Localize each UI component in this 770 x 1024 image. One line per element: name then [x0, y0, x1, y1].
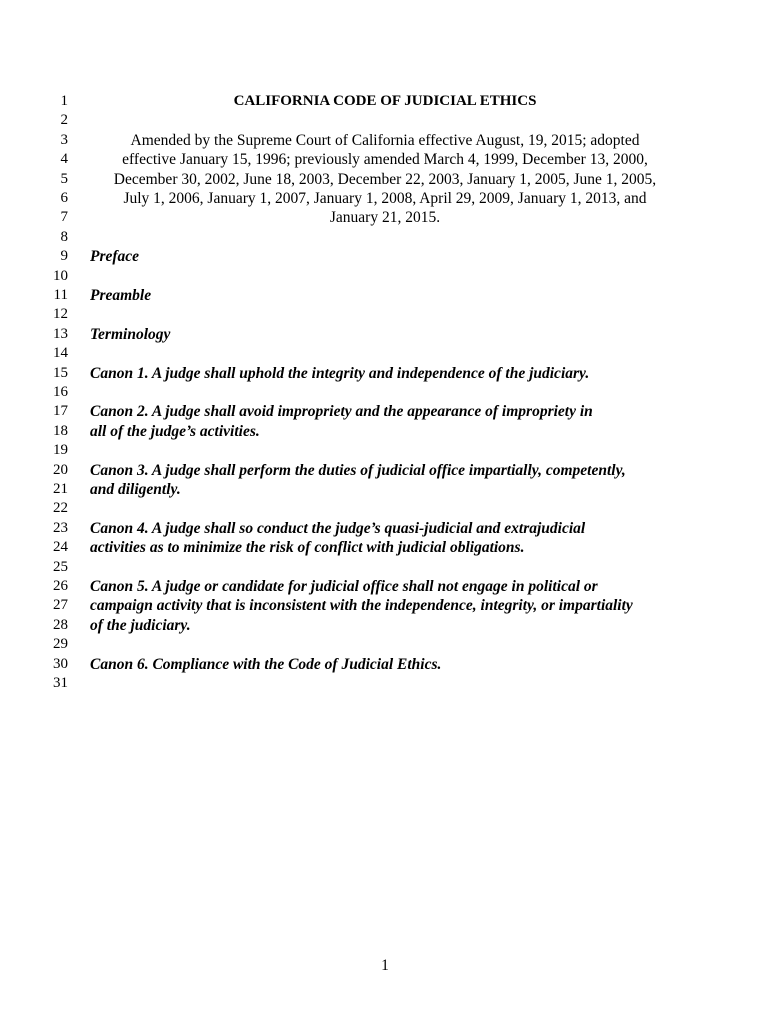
amendment-line: effective January 15, 1996; previously amended March 4, 1999, December 13, 2000, [122, 151, 648, 169]
line-number: 3 [60, 131, 68, 148]
line-number: 2 [60, 112, 68, 129]
line-number: 16 [53, 384, 68, 400]
line-number: 20 [53, 461, 68, 478]
canon-3-line: Canon 3. A judge shall perform the duties of judicial office impartially, competently, [90, 461, 626, 479]
line-number: 7 [60, 209, 68, 226]
document-title: CALIFORNIA CODE OF JUDICIAL ETHICS [233, 93, 537, 109]
line-number: 17 [53, 403, 68, 420]
line-number: 9 [60, 248, 68, 265]
amendment-line: December 30, 2002, June 18, 2003, December 22, 2003, January 1, 2005, June 1, 2005, [113, 170, 657, 188]
line-number: 23 [53, 519, 68, 536]
line-number: 8 [60, 228, 68, 245]
line-number: 12 [53, 306, 68, 323]
line-number: 6 [60, 190, 68, 206]
line-number: 22 [53, 500, 68, 517]
amendment-line: January 21, 2015. [329, 209, 441, 227]
line-number: 1 [60, 93, 68, 109]
line-number: 4 [60, 151, 68, 168]
canon-4-line: Canon 4. A judge shall so conduct the judge’s quasi-judicial and extrajudicial [90, 519, 586, 537]
preamble-heading: Preamble [90, 287, 152, 304]
line-number: 5 [60, 170, 68, 187]
line-number: 13 [53, 325, 68, 342]
amendment-line: July 1, 2006, January 1, 2007, January 1, 2008, April 29, 2009, January 1, 2013, and [123, 190, 647, 207]
line-number: 19 [53, 442, 68, 459]
line-number: 27 [53, 597, 68, 614]
canon-3-line: and diligently. [90, 481, 181, 498]
line-number: 29 [53, 636, 68, 653]
line-number: 21 [53, 481, 68, 497]
canon-2-line: Canon 2. A judge shall avoid impropriety and the appearance of impropriety in [90, 403, 593, 421]
amendment-line: Amended by the Supreme Court of California effective August, 19, 2015; adopted [130, 131, 640, 149]
canon-2-line: all of the judge’s activities. [90, 422, 260, 440]
line-number: 25 [53, 558, 68, 575]
line-number: 11 [53, 287, 68, 303]
terminology-heading: Terminology [90, 325, 171, 343]
preface-heading: Preface [90, 248, 140, 266]
canon-5-line: Canon 5. A judge or candidate for judicial office shall not engage in political or [90, 578, 598, 595]
line-number: 31 [53, 675, 68, 691]
line-number: 28 [53, 616, 68, 633]
line-number: 26 [53, 578, 68, 594]
canon-1-heading: Canon 1. A judge shall uphold the integrity and independence of the judiciary. [90, 364, 590, 382]
line-number: 24 [53, 539, 68, 556]
canon-6-heading: Canon 6. Compliance with the Code of Judicial Ethics. [90, 655, 442, 673]
canon-5-line: campaign activity that is inconsistent with the independence, integrity, or impartiality [90, 597, 633, 615]
page-number: 1 [381, 957, 389, 974]
line-number: 14 [53, 345, 68, 362]
line-number: 10 [53, 267, 68, 284]
canon-5-line: of the judiciary. [90, 616, 191, 634]
canon-4-line: activities as to minimize the risk of conflict with judicial obligations. [90, 539, 525, 557]
line-number: 30 [53, 655, 68, 672]
line-number: 15 [53, 364, 68, 381]
line-number: 18 [53, 422, 68, 439]
